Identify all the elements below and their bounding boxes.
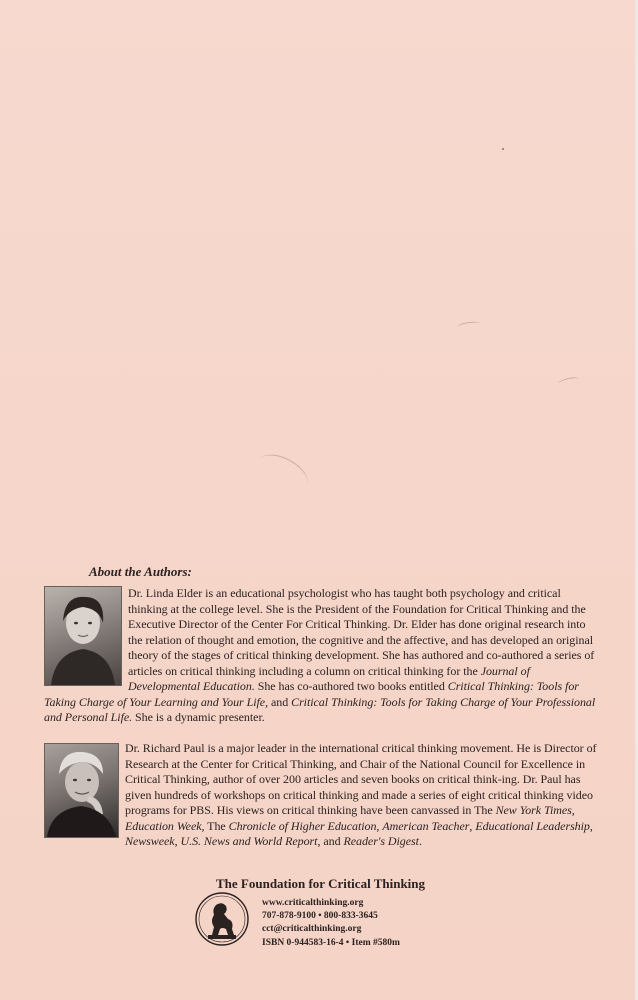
bio-fragment: She has co-authored two books entitled <box>254 679 448 693</box>
bio-fragment-italic: Reader's Digest <box>343 834 419 848</box>
bio-fragment-italic: Journal of Developmental Education. <box>128 663 530 693</box>
about-authors-heading: About the Authors: <box>89 564 192 579</box>
bio-fragment: , <box>469 818 476 833</box>
bio-fragment: Dr. Linda Elder is an educational psychologist who has taught both psychology and critical thinking at the college level. She is the President of the Foundation for Critical Thinking and the Executive Director of the Center For Critical Thinking. Dr. Elder has done original research into the relation of thought and emotion, the cognitive and the affective, and has developed an original theory of the stages of critical thinking development. She has authored and co-authored a series of articles on critical thinking including a column on critical thinking for the <box>128 586 595 678</box>
bio-fragment: , and <box>317 834 344 848</box>
paper-scuff <box>251 447 314 500</box>
bio-fragment: , <box>376 818 383 833</box>
author-bio-paul <box>44 741 599 851</box>
thinker-seal-icon <box>194 891 250 947</box>
bio-fragment: The <box>204 818 229 833</box>
bio-fragment-italic: Educational Leadership <box>475 818 590 833</box>
foundation-name: The Foundation for Critical Thinking <box>216 876 426 891</box>
phone-numbers: 707-878-9100 • 800-833-3645 <box>262 911 378 922</box>
bio-fragment-italic: U.S. News and World Report <box>180 834 318 848</box>
bio-fragment: , <box>174 834 181 848</box>
bio-text-paul <box>44 741 599 850</box>
portrait-linda-elder <box>44 586 122 686</box>
bio-fragment: She is a dynamic presenter. <box>132 710 265 724</box>
paper-speck <box>502 148 504 150</box>
paper-scuff <box>458 321 481 331</box>
bio-fragment: . <box>418 834 422 848</box>
author-bio-elder <box>44 586 599 726</box>
portrait-richard-paul <box>44 743 119 838</box>
bio-fragment: and <box>268 694 292 709</box>
isbn-item: ISBN 0-944583-16-4 • Item #580m <box>262 937 400 948</box>
bio-fragment: , <box>589 818 593 833</box>
bio-fragment-italic: Newsweek <box>125 834 175 848</box>
bio-fragment-italic: Critical Thinking: Tools for Taking Charge of Your Learning and Your Life, <box>44 679 579 709</box>
bio-fragment-italic: Chronicle of Higher Education <box>228 818 377 833</box>
publisher-footer <box>180 876 480 966</box>
bio-fragment-italic: American Teacher <box>382 818 470 833</box>
website-link[interactable]: www.criticalthinking.org <box>262 898 364 908</box>
bio-fragment-italic: Critical Thinking: Tools for Taking Charge of Your Professional and Personal Life. <box>44 694 596 724</box>
bio-fragment: Dr. Richard Paul is a major leader in the international critical thinking movement. He is Director of Research at the Center for Critical Thinking, and Chair of the National Council for Excellence in Critical Thinking, author of over 200 articles and seven books on critical think-ing. Dr. Paul has given hundreds of workshops on critical thinking and made a series of eight critical thinking video programs for PBS. His views on critical thinking have been canvassed in The <box>125 741 597 817</box>
email-link[interactable]: cct@criticalthinking.org <box>262 924 362 935</box>
paper-scuff <box>558 376 581 387</box>
contact-block <box>262 897 400 950</box>
bio-text-elder <box>44 586 599 726</box>
bio-fragment-italic: New York Times, Education Week, <box>125 803 575 833</box>
